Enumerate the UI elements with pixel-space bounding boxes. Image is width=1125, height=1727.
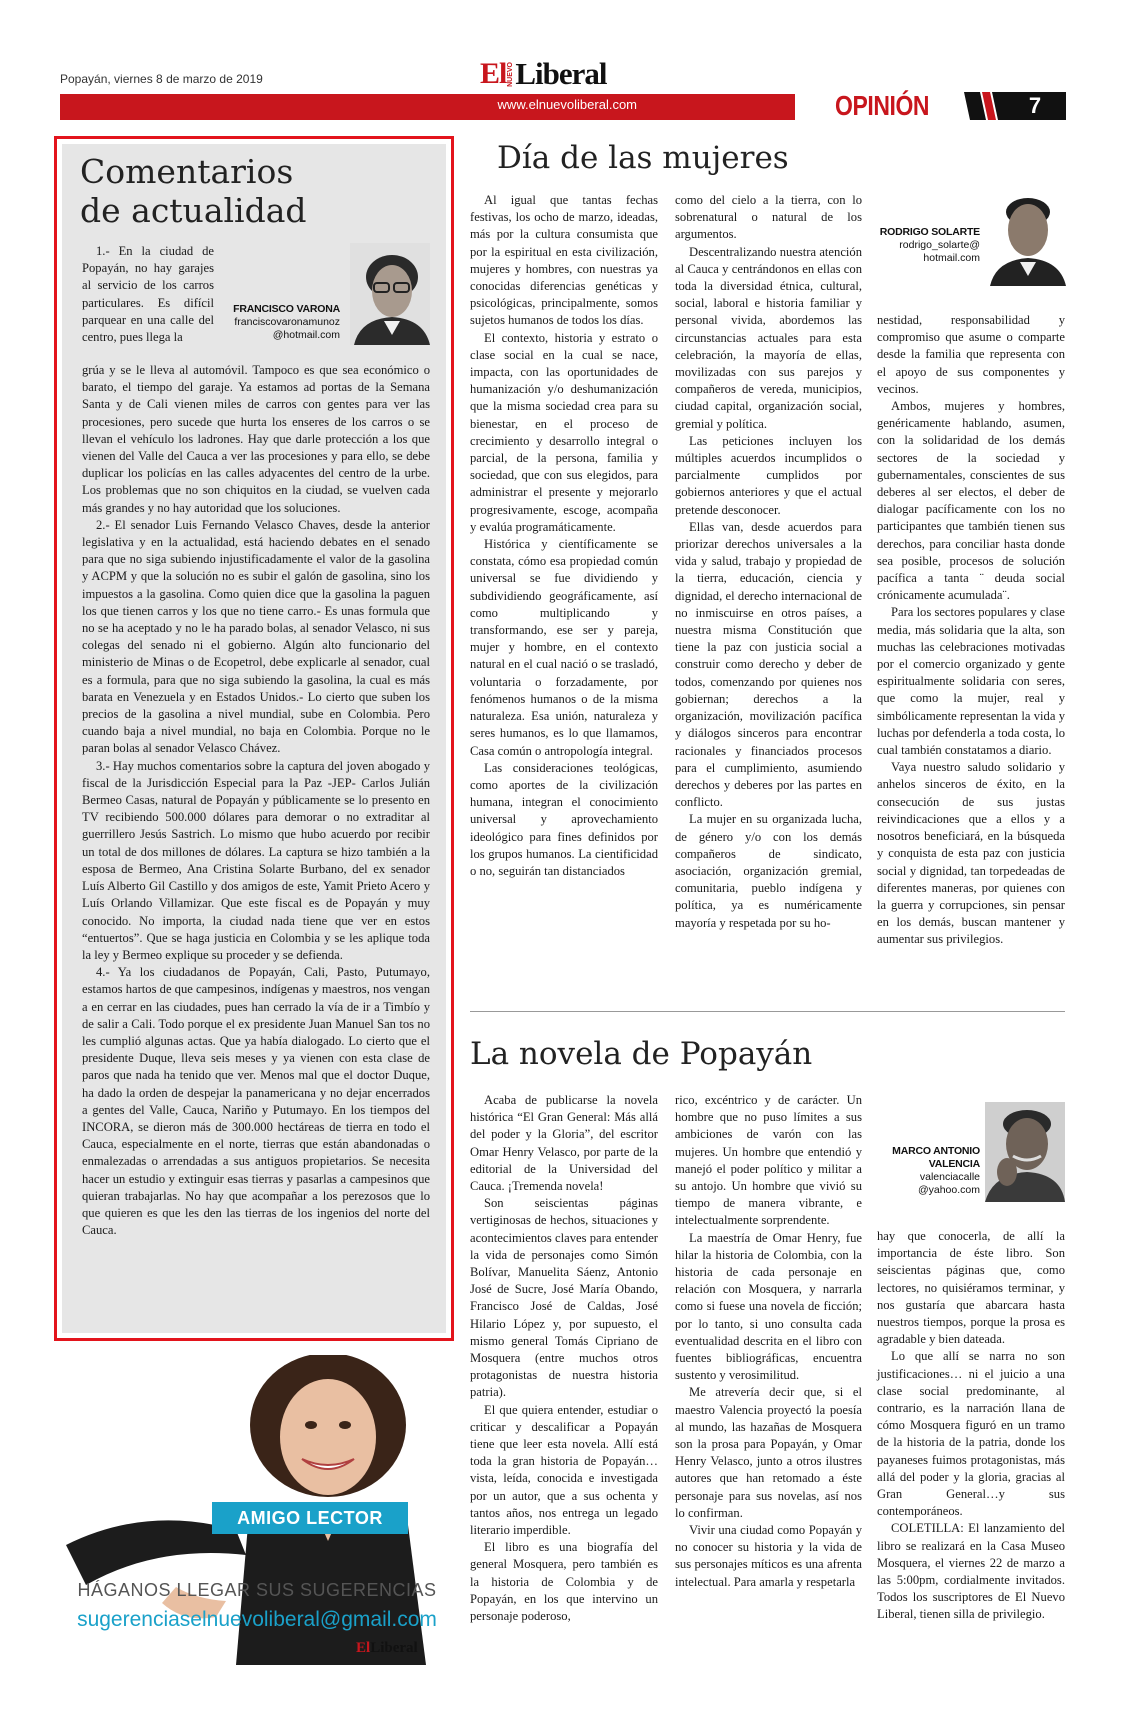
ad-newspaper-logo (356, 1640, 418, 1657)
mujeres-paragraph: Vaya nuestro saludo solidario y anhelos sinceros de éxito, en la consecución de sus justas reivindicaciones que a ellos y a nosotros beneficiará, en la búsqueda y conquista de esta paz con justicia social y dignidad, tan torpedeadas de diferentes maneras, por quienes con la guerra y corrupciones, sin pensar en los demás, buscan mantener y aumentar sus privilegios. (877, 760, 1065, 947)
logo-nuevo: NUEVO (507, 61, 515, 87)
mujeres-paragraph: nestidad, responsabilidad y compromiso que asume o comparte desde la familia que representa con el apoyo de sus componentes y vecinos. (877, 313, 1065, 396)
author-email-line1: rodrigo_solarte@ (899, 239, 980, 251)
novela-paragraph: hay que conocerla, de allí la importancia de éste libro. Son seiscientas páginas que, como lectores, no quisiéramos terminar, y nos gustaría que abarcara hasta nuestros tiempos, porque la prosa es agradable y bien dateada. (877, 1229, 1065, 1347)
novela-paragraph: Me atrevería decir que, si el maestro Valencia proyectó la poesía al mundo, las hazañas de Mosquera son la prosa para Popayán, y Omar Henry Velasco, junto a otros ilustres autores que han retomado a éste personaje para sus novelas, así nos lo confirman. (675, 1385, 862, 1520)
comentarios-paragraph: 3.- Hay muchos comentarios sobre la captura del joven abogado y fiscal de la Jurisdicción Especial para la Paz -JEP- Carlos Julián Bermeo Casas, natural de Popayán y públicamente se lo presento en TV recibiendo 500.000 dólares para demorar o no extraditar al guerrillero Jesús Sastrich. Lo mismo que hubo acuerdo por recibir un total de dos millones de dólares. La captura se hizo también a la esposa de Bermeo, Ana Cristina Solarte Burbano, del ex senador Luís Alberto Gil Castillo y dos amigos de este, Yamit Prieto Acero y Luís Orlando Villamizar. Que este fiscal es de Popayán y muy conocido. No importa, la ciudad nada tiene que ver en estos “entuertos”. Que se haga justicia en Colombia y se les aplique toda la ley y Bermeo explique su proceder y se defienda. (82, 758, 430, 962)
novela-paragraph: COLETILLA: El lanzamiento del libro se realizará en la Casa Museo Mosquera, el viernes 22 de marzo a las 5:00pm, cordialmente invitados. Todos los suscriptores de El Nuevo Liberal, tienen silla de privilegio. (877, 1521, 1065, 1622)
novela-paragraph: Vivir una ciudad como Popayán y no conocer su historia y la vida de sus personajes míticos es una afrenta intelectual. Para amarla y respetarla (675, 1523, 862, 1589)
novela-paragraph: El que quiera entender, estudiar o criticar y descalificar a Popayán tiene que leer esta novela. Allí está toda la gran historia de Popayán… vista, leída, conocida e investigada por un autor, que a sus ochenta y tantos años, nos entrega un legado literario imperdible. (470, 1402, 658, 1538)
novela-paragraph: La maestría de Omar Henry, fue hilar la historia de Colombia, con la historia de cada personaje en relación con Mosquera, y narrarla como si fuese una novela de ficción; por lo tanto, si uno consulta cada eventualidad descrita en el libro con fuentes bibliográficas, encuentra sustento y verosimilitud. (675, 1230, 862, 1383)
author-francisco-varona (222, 303, 340, 342)
section-divider (470, 1011, 1065, 1012)
mujeres-paragraph: La mujer en su organizada lucha, de género y/o con los demás compañeros de sindicato, asociación, organización gremial, comunitaria, pueblo indígena y política, ya es numéricamente mayoría y respetada por su ho- (675, 812, 862, 930)
ad-email-link[interactable]: sugerenciaselnuevoliberal@gmail.com (77, 1608, 437, 1631)
novela-paragraph: rico, excéntrico y de carácter. Un hombre que no puso límites a sus ambiciones de varón con las mujeres. Un hombre que entendió y manejó el poder político y militar a su antojo. Un hombre que vivió su tiempo de manera vibrante, e intelectualmente sorprendente. (675, 1093, 862, 1228)
amigo-lector-badge: AMIGO LECTOR (212, 1502, 408, 1534)
comentarios-title-line1: Comentarios (80, 152, 294, 191)
mujeres-column-3 (877, 312, 1065, 949)
comentarios-paragraph: 4.- Ya los ciudadanos de Popayán, Cali, Pasto, Putumayo, estamos hartos de que campesinos, indígenas y maestros, nos vengan a en cerrar en las ciudades, pues han cerrado la vía de ir a Timbío y de salir a Cali. Todo porque el ex presidente Juan Manuel San tos no les cumplió algunas actas. Que ya había dialogado. Lo cierto que el presidente Duque, lleva seis meses y ya vienen con esta clase de paros que nada ha tenido que ver. Menos mal que el doctor Duque, ha dado la orden de despejar la panamericana y no dejar encerrados a gentes del Valle, Cauca, Nariño y Putumayo. En los tiempos del INCORA, se dieron más de 300.000 hectáreas de tierra en todo el Cauca, especialmente en el norte, tierras que están abandonadas o enmalezadas o arrendadas a sus antiguos propietarios. Se necesita hacer un estudio y extinguir esas tierras y pasarlas a campesinos que quieran trabajarlas. No hay que acompañar a los perezosos que lo que quieren es que les den las tierras de los ingenios del norte del Cauca. (82, 965, 431, 1238)
novela-column-1 (470, 1092, 658, 1625)
author-name: RODRIGO SOLARTE (879, 226, 980, 238)
mujeres-paragraph: Para los sectores populares y clase media, más solidaria que la alta, son muchas las celebraciones motivadas por el comercio organizado y gente espiritualmente solidaria con seres, que como la mujer, real y simbólicamente representan la vida y luchas por defenderla a toda costa, lo cual también constatamos a diario. (877, 605, 1065, 758)
website-url[interactable]: www.elnuevoliberal.com (497, 97, 637, 112)
mujeres-paragraph: Ambos, mujeres y hombres, genéricamente hablando, asumen, con la solidaridad de los demás sectores de la sociedad y gubernamentales, conscientes de sus deberes al ser electos, el deber de dialogar pacíficamente con los no participantes que también tienen sus derechos, para conciliar hasta donde sea posible, procesos de solución pacífica a tanta ¨ deuda social crónicamente acumulada¨. (877, 399, 1065, 603)
novela-paragraph: Acaba de publicarse la novela histórica “El Gran General: Más allá del poder y la Gloria”, del escritor Omar Henry Velasco, por parte de la editorial de la Universidad del Cauca. ¡Tremenda novela! (470, 1093, 658, 1194)
novela-paragraph: Lo que allí se narra no son justificaciones… ni el juicio a una clase social predominante, al contrario, es la narración llana de cómo Mosquera figuró en un tramo de la historia de la patria, donde los payaneses fuimos protagonistas, más allá del poder y la gloria, gracias al Gran General…y sus contemporáneos. (877, 1349, 1065, 1519)
author-marco-antonio-valencia (870, 1145, 980, 1197)
mujeres-title: Día de las mujeres (497, 140, 789, 176)
ad-logo-liberal: Liberal (370, 1640, 418, 1656)
mujeres-paragraph: Las consideraciones teológicas, como aportes de la civilización humana, integran el conocimiento universal y aprovechamiento ideológico para fines definidos por los grupos humanos. La cientificidad o no, seguirán tan distanciados (470, 760, 658, 878)
mujeres-paragraph: Histórica y científicamente se constata, cómo esa propiedad común universal se fue dividiendo y subdividiendo geográficamente, así como multiplicando y transformando, ese ser y pareja, mujer y hombre, en el contexto natural en el cual nació o se trasladó, voluntaria o forzadamente, por fenómenos humanos o de la misma naturaleza. Esa unión, naturaleza y seres humanos, es lo que llamamos, Casa común o antropología integral. (470, 537, 658, 758)
mujeres-paragraph: El contexto, historia y estrato o clase social en la cual se nace, impacta, con las oportunidades de humanización y/o deshumanización que la misma sociedad crea para su bienestar, en el proceso de crecimiento y desarrollo integral o parcial, de la persona, familia y sociedad, que con sus elegidos, para administrar el presente y mejorarlo progresivamente, escoge, acompaña y evalúa programáticamente. (470, 330, 658, 534)
novela-paragraph: Son seiscientas páginas vertiginosas de hechos, situaciones y acontecimientos claves para entender la vida de personajes como Simón Bolívar, Manuelita Sáenz, Antonio José de Sucre, José María Obando, Francisco José de Caldas, José Hilario López y, por supuesto, el mismo general Tomás Cipriano de Mosquera (entre muchos otros protagonistas de nuestra historia patria). (470, 1196, 658, 1400)
novela-column-3 (877, 1228, 1065, 1624)
mujeres-column-1 (470, 192, 658, 880)
comentarios-paragraph: grúa y se le lleva al automóvil. Tampoco es que sea económico o barato, el tiempo del garaje. Ya estamos ad portas de la Semana Santa y de Cali vienen miles de carros con gentes para ver las procesiones, pero sucede que hurta los enseres de los carros o se llevan el vehículo los ladrones. Hay que darle protección a los que vienen del Valle del Cauca a ver las procesiones y para ello, se debe duplicar los policías en las calles adyacentes del centro de la urbe. Los problemas que no son chiquitos en la ciudad, se vuelven cada más grandes y no hay autoridad que los soluciones. (82, 363, 430, 515)
author-email-line2: @hotmail.com (272, 329, 340, 341)
author-email-line1: franciscovaronamunoz (234, 316, 340, 328)
author-photo-valencia (985, 1102, 1065, 1202)
author-name-line1: MARCO ANTONIO (892, 1145, 980, 1157)
logo-el: El (480, 57, 507, 90)
novela-paragraph: El libro es una biografía del general Mosquera, pero también es la historia de Colombia y de Popayán, en los que intervino un personaje poderoso, (470, 1540, 658, 1624)
ad-logo-el: El (356, 1640, 371, 1656)
comentarios-paragraph: 2.- El senador Luis Fernando Velasco Chaves, desde la anterior legislativa y en la actualidad, está haciendo debates en el senado para que no siga subiendo injustificadamente el valor de la gasolina y ACPM y que la solución no es subir el galón de gasolina, sino los impuestos a la gasolina. Como quien dice que la gasolina la paguen los que tienen carros y los que no tiene carro.- Es unas formula que no se ha aceptado y no le ha parado bolas, al senador Velasco, ni sus colegas del senado ni el gobierno. Algún alto funcionario del ministerio de Minas o de Ecopetrol, debe explicarle al senador, cual es a formula, para que no siga subiendo la gasolina, la cual es más barata en Venezuela y en Estados Unidos.- Lo cierto que suben los precios de la gasolina a nivel mundial, sube en Colombia. Pero cuando baja a nivel mundial, no baja en Colombia. Porque no le paran bolas al senador Velasco Chávez. (82, 517, 430, 756)
author-photo-varona (350, 243, 430, 345)
author-email-line1: valenciacalle (919, 1171, 980, 1183)
newspaper-logo (480, 58, 607, 90)
comentarios-intro (82, 243, 214, 346)
mujeres-paragraph: Las peticiones incluyen los múltiples acuerdos incumplidos o parcialmente cumplidos por gobiernos anteriores y que el actual pretende desconocer. (675, 433, 862, 517)
novela-title: La novela de Popayán (470, 1036, 813, 1072)
mujeres-paragraph: Descentralizando nuestra atención al Cauca y centrándonos en ellas con toda la diversidad étnica, cultural, social, laboral e historia familiar y personal vivida, abordemos las circunstancias actuales para esta celebración, la mayoría de ellas, movilizadas con sus parejos y compañeros de vereda, municipios, ciudad capital, organización social, gremial y política. (675, 244, 862, 431)
comentarios-intro-text: 1.- En la ciudad de Popayán, no hay garajes al servicio de los carros particulares. Es difícil parquear en una calle del centro, pues llega la (82, 244, 214, 345)
author-email-line2: @yahoo.com (917, 1184, 980, 1196)
section-title: OPINIÓN (835, 90, 930, 121)
author-email-line2: hotmail.com (923, 252, 980, 264)
comentarios-title-line2: de actualidad (80, 191, 307, 230)
author-name: FRANCISCO VARONA (233, 303, 340, 315)
mujeres-paragraph: como del cielo a la tierra, con lo sobrenatural o natural de los argumentos. (675, 193, 862, 242)
author-name-line2: VALENCIA (928, 1158, 980, 1170)
publication-date: Popayán, viernes 8 de marzo de 2019 (60, 72, 263, 86)
ad-suggestions-title: HÁGANOS LLEGAR SUS SUGERENCIAS (77, 1580, 437, 1600)
comentarios-title (80, 152, 307, 230)
novela-column-2 (675, 1092, 862, 1591)
page-number: 7 (1004, 92, 1066, 120)
mujeres-column-2 (675, 192, 862, 932)
author-rodrigo-solarte (870, 226, 980, 265)
author-photo-solarte (990, 190, 1066, 286)
comentarios-body (82, 362, 430, 1239)
header-stripes-icon (960, 92, 1004, 120)
logo-liberal: Liberal (515, 56, 607, 91)
mujeres-paragraph: Al igual que tantas fechas festivas, los ocho de marzo, ideadas, más por la cultura consumista que por la espiritual en esta civilización, mujeres y hombres, con nuestras ya conocidas diferencias genéticas y psicológicas, principalmente, somos sujetos humanos de todos los días. (470, 193, 658, 328)
mujeres-paragraph: Ellas van, desde acuerdos para priorizar derechos universales a la vida y salud, trabajo y propiedad de la tierra, educación, ciencia y dignidad, el derecho internacional de no inmiscuirse en otros países, a nuestra misma Constitución que tiene la paz con justicia social a construir como derecho y deber de todos, comenzando por quienes nos gobiernan; derechos a la organización, movilización pacífica y diálogos sinceros para encontrar racionales y financiados procesos para el cumplimiento, asumiendo derechos y deberes por las partes en conflicto. (675, 519, 862, 810)
